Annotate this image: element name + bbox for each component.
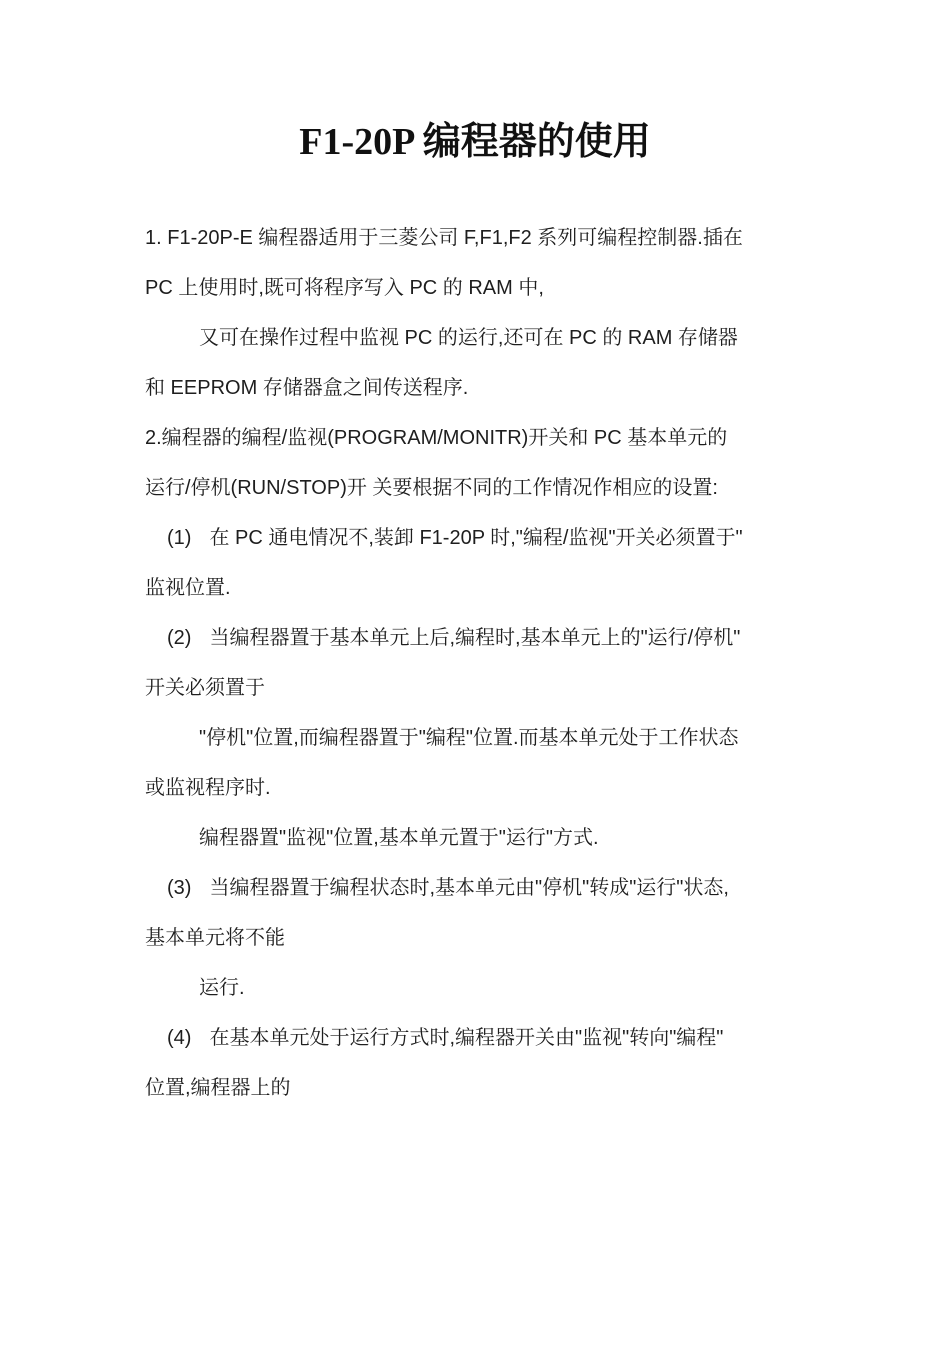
- paragraph-line: 运行.: [199, 977, 245, 999]
- paragraph-line: 1. F1-20P-E 编程器适用于三菱公司 F,F1,F2 系列可编程控制器.插在: [145, 227, 743, 249]
- document-body: [145, 213, 810, 1113]
- paragraph-line: 基本单元将不能: [145, 927, 285, 949]
- paragraph-line: 编程器置"监视"位置,基本单元置于"运行"方式.: [199, 827, 599, 849]
- paragraph-line: PC 上使用时,既可将程序写入 PC 的 RAM 中,: [145, 277, 544, 299]
- paragraph-line: 开关必须置于: [145, 677, 265, 699]
- paragraph-line: 或监视程序时.: [145, 777, 271, 799]
- item-number: (2): [167, 627, 192, 649]
- page-title: F1-20P 编程器的使用: [299, 121, 651, 163]
- paragraph-line: 和 EEPROM 存储器盒之间传送程序.: [145, 377, 469, 399]
- paragraph-line: 2.编程器的编程/监视(PROGRAM/MONITR)开关和 PC 基本单元的: [145, 427, 728, 449]
- item-number: (3): [167, 877, 192, 899]
- item-text: 在 PC 通电情况不,装卸 F1-20P 时,"编程/监视"开关必须置于": [209, 527, 743, 549]
- list-item-3: [145, 863, 810, 913]
- paragraph-line: 监视位置.: [145, 577, 231, 599]
- list-item-2: [145, 613, 810, 663]
- item-text: 当编程器置于编程状态时,基本单元由"停机"转成"运行"状态,: [209, 877, 729, 899]
- item-text: 当编程器置于基本单元上后,编程时,基本单元上的"运行/停机": [209, 627, 741, 649]
- paragraph-line: 运行/停机(RUN/STOP)开 关要根据不同的工作情况作相应的设置:: [145, 477, 718, 499]
- list-item-4: [145, 1013, 810, 1063]
- paragraph-line: 又可在操作过程中监视 PC 的运行,还可在 PC 的 RAM 存储器: [199, 327, 738, 349]
- item-text: 在基本单元处于运行方式时,编程器开关由"监视"转向"编程": [209, 1027, 724, 1049]
- item-number: (4): [167, 1027, 192, 1049]
- item-number: (1): [167, 527, 192, 549]
- paragraph-line: "停机"位置,而编程器置于"编程"位置.而基本单元处于工作状态: [199, 727, 739, 749]
- list-item-1: [145, 513, 810, 563]
- paragraph-line: 位置,编程器上的: [145, 1077, 291, 1099]
